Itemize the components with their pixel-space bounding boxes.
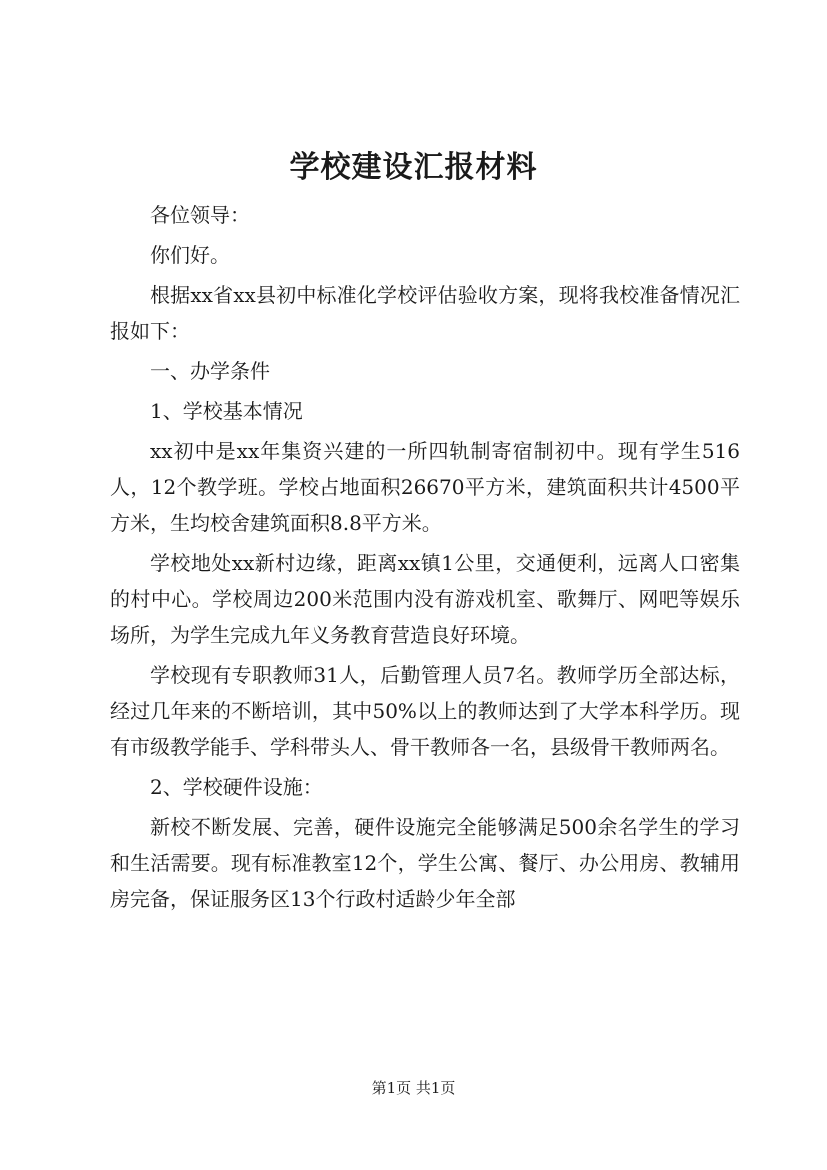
page-footer: 第1页 共1页 (371, 1079, 456, 1097)
subsection-heading: 1、学校基本情况 (150, 399, 303, 423)
body-paragraph: xx初中是xx年集资兴建的一所四轨制寄宿制初中。现有学生516人，12个教学班。学校占地面积26670平方米，建筑面积共计4500平方米，生均校舍建筑面积8.8平方米。 (110, 439, 740, 535)
section-heading: 一、办学条件 (150, 359, 270, 383)
salutation: 各位领导： (150, 203, 250, 227)
document-title: 学校建设汇报材料 (289, 150, 538, 185)
intro-paragraph: 根据xx省xx县初中标准化学校评估验收方案，现将我校准备情况汇报如下： (110, 283, 740, 343)
subsection-heading: 2、学校硬件设施： (150, 775, 323, 799)
body-paragraph: 学校现有专职教师31人，后勤管理人员7名。教师学历全部达标，经过几年来的不断培训，其中50%以上的教师达到了大学本科学历。现有市级教学能手、学科带头人、骨干教师各一名，县级骨干教师两名。 (110, 663, 740, 759)
greeting: 你们好。 (150, 243, 230, 267)
document-body (110, 197, 740, 921)
body-paragraph: 学校地处xx新村边缘，距离xx镇1公里，交通便利，远离人口密集的村中心。学校周边200米范围内没有游戏机室、歌舞厅、网吧等娱乐场所，为学生完成九年义务教育营造良好环境。 (110, 551, 740, 647)
body-paragraph: 新校不断发展、完善，硬件设施完全能够满足500余名学生的学习和生活需要。现有标准教室12个，学生公寓、餐厅、办公用房、教辅用房完备，保证服务区13个行政村适龄少年全部 (110, 815, 740, 911)
